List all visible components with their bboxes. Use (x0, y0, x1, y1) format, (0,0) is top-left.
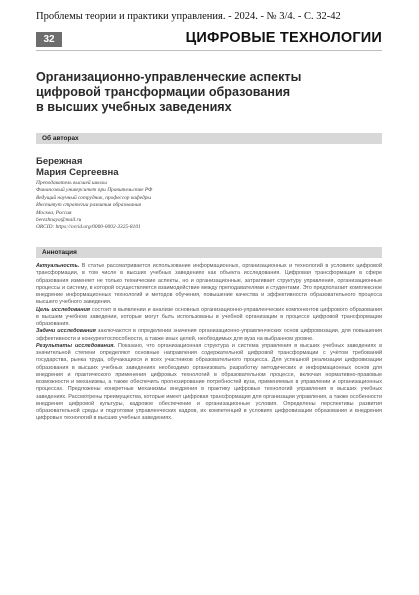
author-affiliation-2: Институт стратегии развития образования (36, 202, 142, 209)
abstract-paragraph (36, 263, 382, 307)
section-header (36, 32, 382, 47)
article-title-line: цифровой трансформации образования (36, 85, 291, 99)
author-city: Москва, Россия (36, 209, 72, 216)
author-position-2: Ведущий научный сотрудник, профессор кафедры (36, 194, 152, 201)
author-given-names: Мария Сергеевна (36, 166, 119, 178)
annotation-body (36, 263, 382, 423)
journal-citation: Проблемы теории и практики управления. - 2024. - № 3/4. - С. 32-42 (36, 11, 341, 22)
article-title-line: в высших учебных заведениях (36, 100, 232, 114)
article-title (36, 70, 366, 115)
abstract-paragraph (36, 328, 382, 343)
author-surname: Бережная (36, 156, 83, 167)
abstract-lead: Цель исследования (36, 306, 91, 313)
author-position: Преподаватель высшей школы (36, 180, 107, 186)
page-number: 32 (36, 32, 62, 47)
article-title-line: Организационно-управленческие аспекты (36, 70, 302, 84)
abstract-lead: Результаты исследования. (36, 342, 115, 349)
author-email[interactable]: berezhnaya@mail.ru (36, 217, 82, 224)
abstract-lead: Актуальность. (36, 263, 80, 269)
about-authors-heading: Об авторах (36, 133, 382, 144)
author-name (36, 157, 118, 178)
abstract-paragraph (36, 307, 382, 329)
author-details (36, 180, 336, 232)
abstract-text: Показано, что организационная структура и система управления в высших учебных заведениях в значительной степени определяют основные направления содержательной цифровой трансформации с учётом требований государства, рынка труда, обучающихся и всех участников образовательного процесса. Для успешной реализации цифровизации образования в высших учебных заведениях необходимо организовать разработку методических и информационных основ для внедрения и практического применения цифровых технологий в образовательном процессе, включая нормативно-правовые возможности и механизмы, а также обеспечить прогнозирование потребностей вуза, применяемых в управлении и организационных процессах. Предложены конкретные механизмы внедрения в практику цифровых технологий управления в высших учебных заведениях. Рассмотрены преимущества, которые имеет цифровая трансформация для организации управления, а также особенности внедрения цифровой культуры, кадровое обеспечение и организационные условия. Определены перспективы развития образовательной среды и подготовки управленческих кадров, их компетенций в условиях цифровизации образования и внедрения цифровых технологий в высших учебных заведениях. (36, 342, 382, 422)
abstract-lead: Задачи исследования (36, 328, 96, 335)
abstract-paragraph (36, 343, 382, 423)
annotation-heading: Аннотация (36, 247, 382, 258)
header-divider (36, 50, 382, 51)
author-affiliation: Финансовый университет при Правительстве РФ (36, 187, 153, 194)
section-title: ЦИФРОВЫЕ ТЕХНОЛОГИИ (185, 30, 382, 46)
abstract-text: заключаются в определении значения организационно-управленческих основ цифровизации, для повышения эффективности и конкурентоспособности, а также иных целей, необходимых для вуза на выбранном уровне. (36, 328, 382, 342)
abstract-text: В статье рассматривается использование информационных, организационных и технологий в условиях цифровой трансформации, в том числе в высших учебных заведениях как объекта исследования. Цифровая трансформация в сфере образования изменяет не только технические аспекты, но и организационные, затрагивает структуру управления, организационные процессы и систему, в которой осуществляется взаимодействие между преподавателями и студентами. Это предполагает комплексное внедрение информационных технологий и методов обучения, повышение качества и эффективности образовательного процесса высшего учебного заведения. (36, 263, 382, 306)
abstract-text: состоит в выявлении и анализе основных организационно-управленческих компонентов цифрового образования в высшем учебном заведении, которые могут быть использованы в учебной организации в процессе цифровой трансформации образования. (36, 306, 382, 327)
author-orcid[interactable]: ORCID: https://orcid.org/0000-0002-3325-8101 (36, 224, 141, 231)
